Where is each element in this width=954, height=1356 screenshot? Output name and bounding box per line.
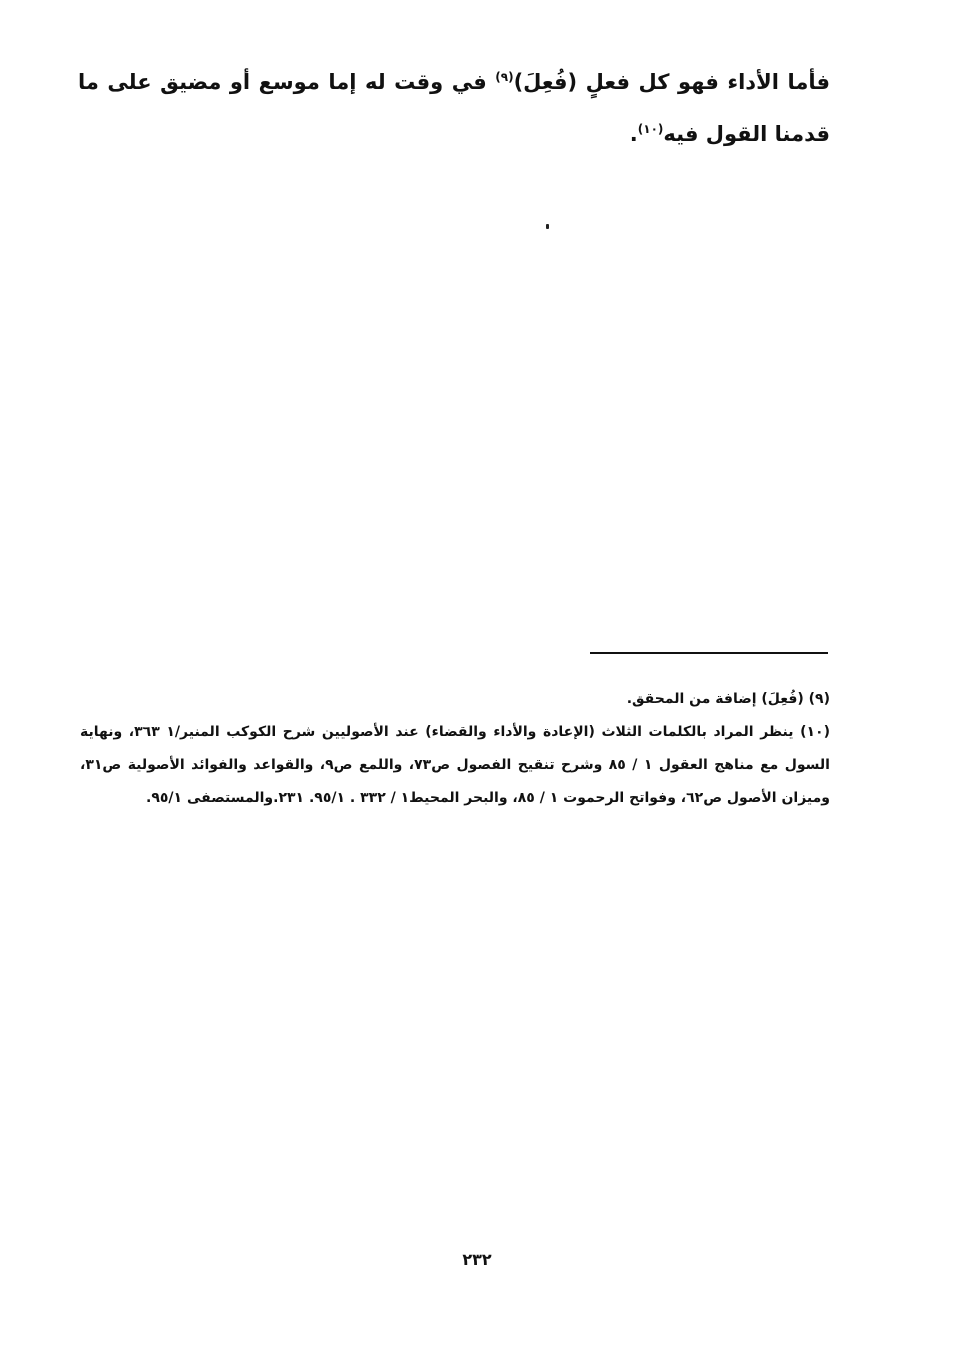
paragraph-text-part1: فأما الأداء فهو كل فعلٍ (فُعِلَ): [513, 70, 830, 94]
footnote-9: (٩) (فُعِلَ) إضافة من المحقق.: [626, 691, 830, 707]
page-number: ٢٣٢: [462, 1250, 492, 1269]
paragraph-text-end: .: [629, 122, 638, 146]
main-paragraph: [78, 56, 830, 160]
paragraph-text-part2: في وقت له إما موسع أو مضيق على ما قدمنا القول فيه: [78, 70, 830, 146]
footnote-separator: [590, 652, 828, 654]
footnote-marker-9[interactable]: (٩): [495, 70, 514, 84]
footnotes-section: [80, 683, 830, 815]
scan-speck: [546, 224, 549, 229]
footnote-10: (١٠) ينظر المراد بالكلمات الثلاث (الإعادة والأداء والقضاء) عند الأصوليين شرح الكوكب المنير/١ ٣٦٣، ونهاية السول مع مناهج العقول ١ / ٨٥ وشرح تنقيح الفصول ص٧٣، واللمع ص٩، والقواعد والفوائد الأصولية ص٣١، وميزان الأصول ص٦٢، وفواتح الرحموت ١ / ٨٥، والبحر المحيط١ / ٣٣٢ . ٩٥/١. ٢٣١.والمستصفى ٩٥/١.: [80, 724, 831, 806]
paragraph: [78, 56, 830, 160]
footnote-marker-10[interactable]: (١٠): [637, 122, 664, 136]
